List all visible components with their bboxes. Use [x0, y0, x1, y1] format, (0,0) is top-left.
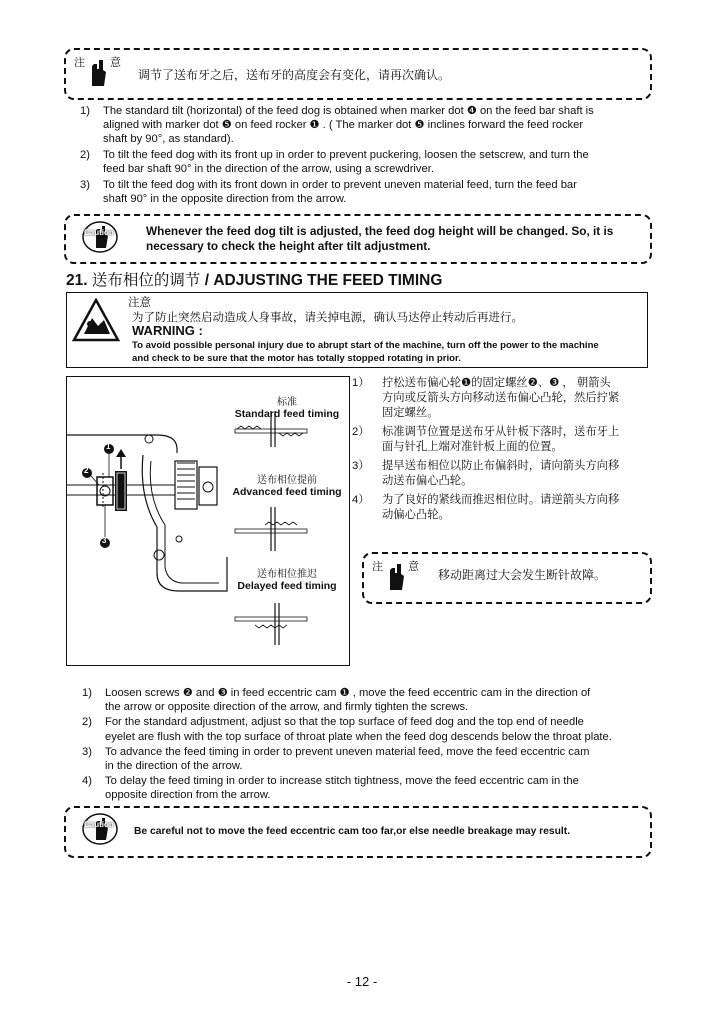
caution-hand-icon [70, 52, 126, 92]
cn-step-line: 提早送布相位以防止布偏斜时，请向箭头方向移 [382, 460, 620, 472]
cn-step-line: 为了良好的紧线而推迟相位时。请逆箭头方向移 [382, 494, 620, 506]
caution-text-1b: necessary to check the height after tilt adjustment. [146, 239, 431, 253]
cn-step-number: 4） [352, 494, 370, 506]
caution2-badge-text: Caution [84, 820, 114, 829]
step-line: Loosen screws ❷ and ❸ in feed eccentric cam ❶ , move the feed eccentric cam in the direction of [105, 687, 591, 699]
step-line: shaft 90° in the opposite direction from the arrow. [103, 193, 347, 205]
warning-en-line-2: and check to be sure that the motor has totally stopped rotating in prior. [132, 353, 461, 364]
step-line: shaft by 90°, as standard). [103, 133, 234, 145]
caution-text-2: Be careful not to move the feed eccentric cam too far,or else needle breakage may result. [134, 826, 571, 837]
step-number: 4) [82, 775, 92, 788]
standard-caption-en: Standard feed timing [234, 408, 340, 420]
cn-step-line: 动偏心凸轮。 [382, 509, 450, 521]
cn-step-number: 1） [352, 377, 370, 389]
delayed-caption-cn: 送布相位推迟 [257, 569, 317, 580]
step-line: in the direction of the arrow. [105, 759, 243, 772]
step-line: The standard tilt (horizontal) of the feed dog is obtained when marker dot ❹ on the feed bar shaft is [103, 105, 594, 117]
advanced-caption-en: Advanced feed timing [232, 486, 342, 498]
warning-cn-text: 为了防止突然启动造成人身事故，请关掉电源，确认马达停止转动后再进行。 [132, 312, 523, 324]
cn-step-line: 固定螺丝。 [382, 407, 439, 419]
section-title-en: / ADJUSTING THE FEED TIMING [204, 272, 443, 289]
cn-step-line: 方向或反箭头方向移动送布偏心凸轮，然后拧紧 [382, 392, 620, 404]
cn-step-line: 标准调节位置是送布牙从针板下落时，送布牙上 [382, 426, 620, 438]
cn-step-number: 2） [352, 426, 370, 438]
step-line: opposite direction from the arrow. [105, 789, 271, 802]
marker-2-label: 2 [84, 466, 89, 475]
step-number: 2) [80, 149, 90, 161]
step-number: 3) [82, 745, 92, 758]
note-badge-left: 注 [74, 57, 85, 69]
advanced-caption-cn: 送布相位提前 [257, 475, 317, 486]
advanced-timing-diagram [235, 507, 307, 551]
section-title-cn: 送布相位的调节 [91, 272, 201, 289]
step-number: 3) [80, 179, 90, 191]
caution-icon-2 [80, 812, 120, 846]
step-line: To tilt the feed dog with its front down in order to prevent uneven material feed, turn the feed bar [103, 179, 577, 191]
step-line: To tilt the feed dog with its front up in order to prevent puckering, loosen the setscrew, and turn the [103, 149, 589, 161]
delayed-timing-diagram [235, 603, 307, 645]
step-number: 1) [82, 687, 92, 699]
note2-badge-right: 意 [408, 561, 419, 573]
feed-timing-figure [66, 376, 350, 666]
step-line: aligned with marker dot ❺ on feed rocker ❶ . ( The marker dot ❺ inclines forward the feed rocker [103, 119, 584, 131]
cn-step-line: 拧松送布偏心轮❶的固定螺丝❷、❸ ， 朝箭头 [382, 377, 611, 389]
cn-step-line: 面与针孔上端对准针板上面的位置。 [382, 441, 563, 453]
cn-step-line: 动送布偏心凸轮。 [382, 475, 473, 487]
machine-drawing [67, 377, 349, 665]
delayed-caption [227, 565, 347, 592]
page-number: - 12 - [346, 974, 378, 989]
step-line: feed bar shaft 90° in the direction of the arrow, using a screwdriver. [103, 163, 434, 175]
note-text-1: 调节了送布牙之后，送布牙的高度会有变化，请再次确认。 [138, 68, 451, 82]
advanced-caption [227, 471, 347, 498]
step-number: 1) [80, 105, 90, 117]
warning-cn-label: 注意 [128, 297, 151, 309]
caution-icon [80, 220, 120, 254]
note-badge-right: 意 [110, 57, 121, 69]
section-number: 21. [66, 272, 88, 289]
marker-3-label: 3 [102, 536, 107, 545]
step-line: For the standard adjustment, adjust so that the top surface of feed dog and the top end of needle [105, 716, 584, 729]
caution-badge-text: Caution [84, 228, 114, 237]
warning-triangle-icon [72, 298, 120, 347]
standard-caption [227, 393, 347, 420]
step-line: eyelet are flush with the top surface of throat plate when the feed dog descends below the throat plate. [105, 730, 612, 743]
cn-step-number: 3） [352, 460, 370, 472]
warning-en-line-1: To avoid possible personal injury due to abrupt start of the machine, turn off the power to the machine [132, 340, 599, 351]
step-number: 2) [82, 716, 92, 729]
standard-caption-cn: 标准 [277, 397, 297, 408]
step-line: To advance the feed timing in order to prevent uneven material feed, move the feed eccentric cam [105, 745, 590, 758]
caution-text-1a: Whenever the feed dog tilt is adjusted, the feed dog height will be changed. So, it is [146, 224, 614, 238]
caution-hand-icon-2 [368, 556, 424, 596]
note-text-2: 移动距离过大会发生断针故障。 [438, 568, 607, 582]
section-title [66, 268, 442, 290]
note2-badge-left: 注 [372, 561, 383, 573]
step-line: To delay the feed timing in order to increase stitch tightness, move the feed eccentric cam in the [105, 775, 579, 788]
warning-en-label: WARNING : [132, 323, 203, 338]
delayed-caption-en: Delayed feed timing [237, 580, 337, 592]
marker-1-label: 1 [106, 442, 111, 451]
step-line: the arrow or opposite direction of the arrow, and firmly tighten the screws. [105, 701, 469, 714]
